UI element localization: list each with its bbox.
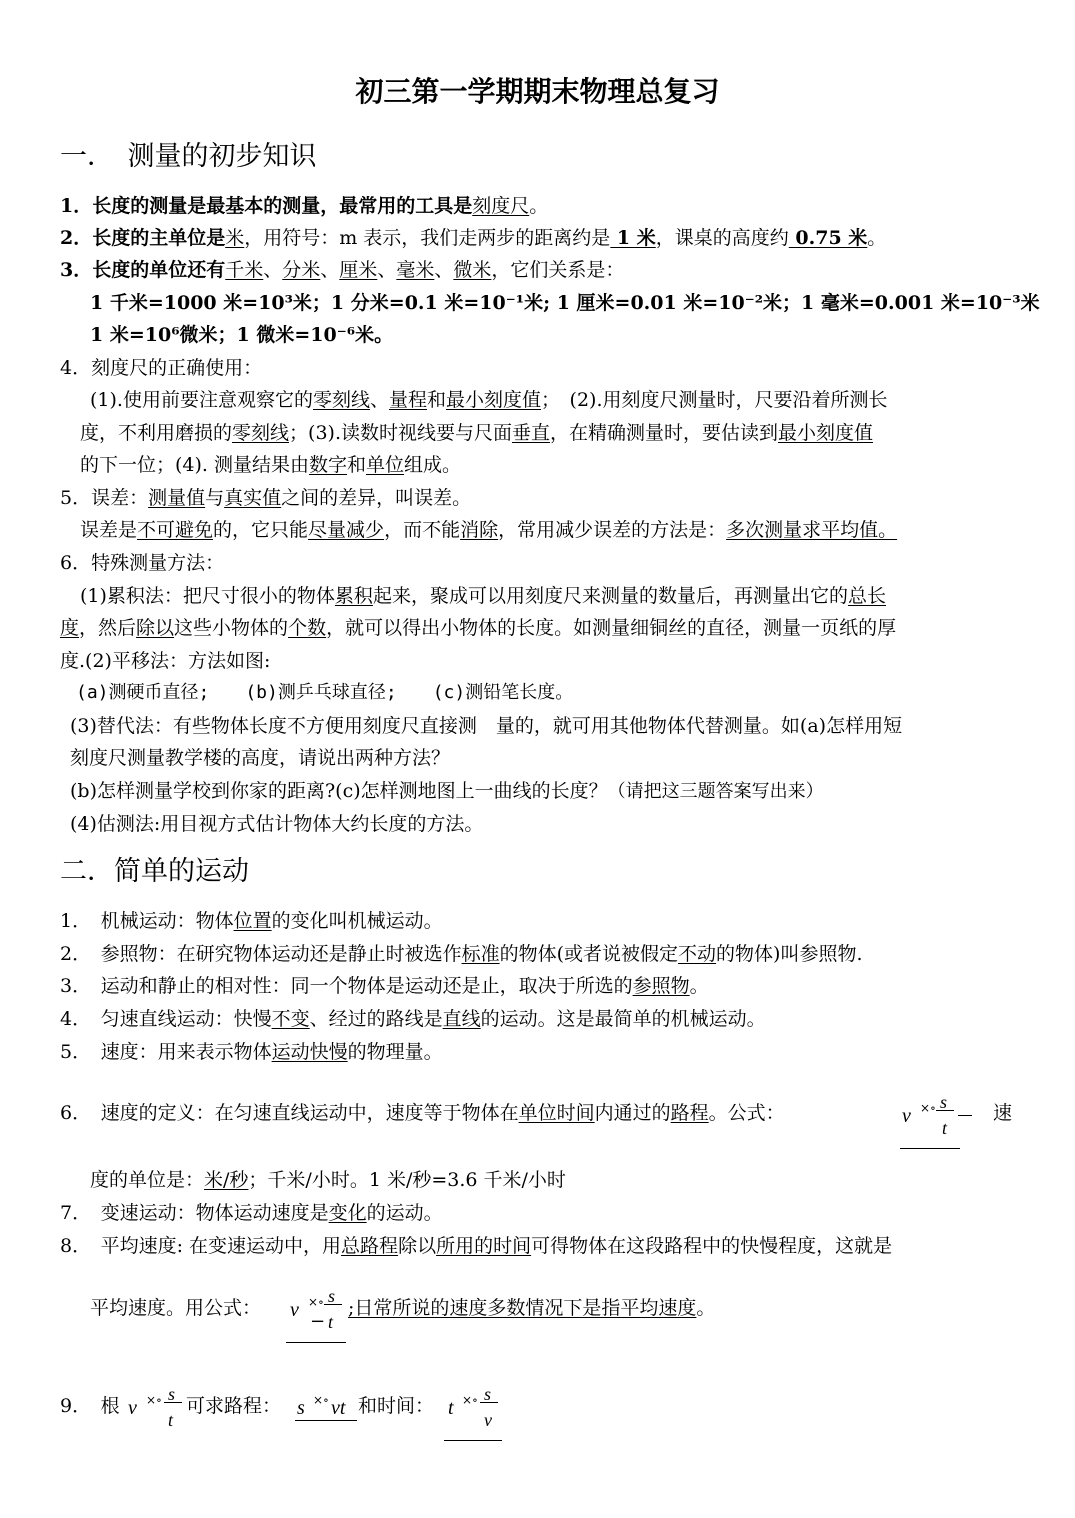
motion-line-7: 7． 变速运动：物体运动速度是变化的运动。 (60, 1202, 443, 1224)
translation-method-line: 度.(2)平移法：方法如图: (60, 650, 271, 672)
line-1: 1．长度的测量是最基本的测量，最常用的工具是刻度尺。 (60, 195, 549, 217)
section-heading-measurement: 一． 测量的初步知识 (60, 141, 317, 172)
distance-formula: s ×∘ vt (295, 1386, 357, 1421)
motion-line-5: 5． 速度：用来表示物体运动快慢的物理量。 (60, 1041, 443, 1063)
substitution-line-3: (b)怎样测量学校到你家的距离?(c)怎样测地图上一曲线的长度？（请把这三题答案写出来） (70, 780, 824, 802)
section-heading-motion: 二．简单的运动 (60, 856, 249, 887)
speed-formula: v ×∘ s t (900, 1088, 960, 1149)
line-4: 4．刻度尺的正确使用： (60, 357, 263, 379)
accumulation-line-2: 度，然后除以这些小物体的个数，就可以得出小物体的长度。如测量细铜丝的直径，测量一页纸的厚 (60, 617, 897, 639)
speed-continued: 速 (993, 1102, 1013, 1124)
line-5: 5．误差：测量值与真实值之间的差异，叫误差。 (60, 487, 472, 509)
substitution-line-2: 刻度尺测量教学楼的高度，请说出两种方法？ (70, 747, 451, 769)
page-title: 初三第一学期期末物理总复习 (355, 75, 720, 108)
ruler-usage-line-1: (1).使用前要注意观察它的零刻线、量程和最小刻度值； (2).用刻度尺测量时，尺要沿着所测长 (90, 389, 888, 411)
motion-line-6-units: 度的单位是：米/秒；千米/小时。1 米/秒=3.6 千米/小时 (90, 1169, 566, 1191)
estimation-line: (4)估测法:用目视方式估计物体大约长度的方法。 (70, 813, 484, 835)
motion-line-8-formula: 平均速度。用公式： (90, 1297, 262, 1319)
distance-label: 可求路程： (186, 1395, 282, 1417)
motion-line-2: 2． 参照物：在研究物体运动还是静止时被选作标准的物体(或者说被假定不动的物体)叫参照物. (60, 943, 863, 965)
error-line: 误差是不可避免的，它只能尽量减少，而不能消除，常用减少误差的方法是：多次测量求平均值。 (80, 519, 898, 541)
motion-line-8-tail: ;日常所说的速度多数情况下是指平均速度。 (348, 1297, 716, 1319)
unit-relations-line-2: 1 米=10⁶微米；1 微米=10⁻⁶米。 (90, 324, 394, 346)
substitution-line-1: (3)替代法：有些物体长度不方便用刻度尺直接测 量的，就可用其他物体代替测量。如(a)怎样用短 (70, 715, 903, 737)
ruler-usage-line-3: 的下一位；(4). 测量结果由数字和单位组成。 (80, 454, 462, 476)
time-label: 和时间： (358, 1395, 435, 1417)
motion-line-9: 9． 根 (60, 1395, 120, 1417)
motion-line-4: 4． 匀速直线运动：快慢不变、经过的路线是直线的运动。这是最简单的机械运动。 (60, 1008, 766, 1030)
average-speed-formula: v ×∘ s − t (286, 1282, 346, 1343)
line-3: 3．长度的单位还有千米、分米、厘米、毫米、微米，它们关系是： (60, 259, 625, 281)
ruler-usage-line-2: 度，不利用磨损的零刻线；(3).读数时视线要与尺面垂直，在精确测量时，要估读到最小刻度值 (80, 422, 874, 444)
speed-formula-small: v ×∘ s t (128, 1380, 184, 1440)
motion-line-8: 8． 平均速度: 在变速运动中，用总路程除以所用的时间可得物体在这段路程中的快慢程度，这就是 (60, 1235, 893, 1257)
accumulation-line-1: (1)累积法：把尺寸很小的物体累积起来，聚成可以用刻度尺来测量的数量后，再测量出它的总长 (80, 585, 886, 607)
motion-line-6: 6． 速度的定义：在匀速直线运动中，速度等于物体在单位时间内通过的路程。公式： (60, 1102, 785, 1124)
unit-relations-line-1: 1 千米=1000 米=10³米；1 分米=0.1 米=10⁻¹米; 1 厘米=0.01 米=10⁻²米；1 毫米=0.001 米=10⁻³米 (90, 292, 1040, 314)
motion-line-1: 1． 机械运动：物体位置的变化叫机械运动。 (60, 910, 443, 932)
line-2: 2．长度的主单位是米，用符号：m 表示，我们走两步的距离约是 1 米，课桌的高度约 0.75 米。 (60, 227, 887, 249)
line-6: 6．特殊测量方法： (60, 552, 225, 574)
translation-examples: (a)测硬币直径; (b)测乒乓球直径; (c)测铅笔长度。 (76, 682, 574, 703)
time-formula: t ×∘ s v (444, 1380, 502, 1441)
motion-line-3: 3． 运动和静止的相对性：同一个物体是运动还是止，取决于所选的参照物。 (60, 975, 709, 997)
